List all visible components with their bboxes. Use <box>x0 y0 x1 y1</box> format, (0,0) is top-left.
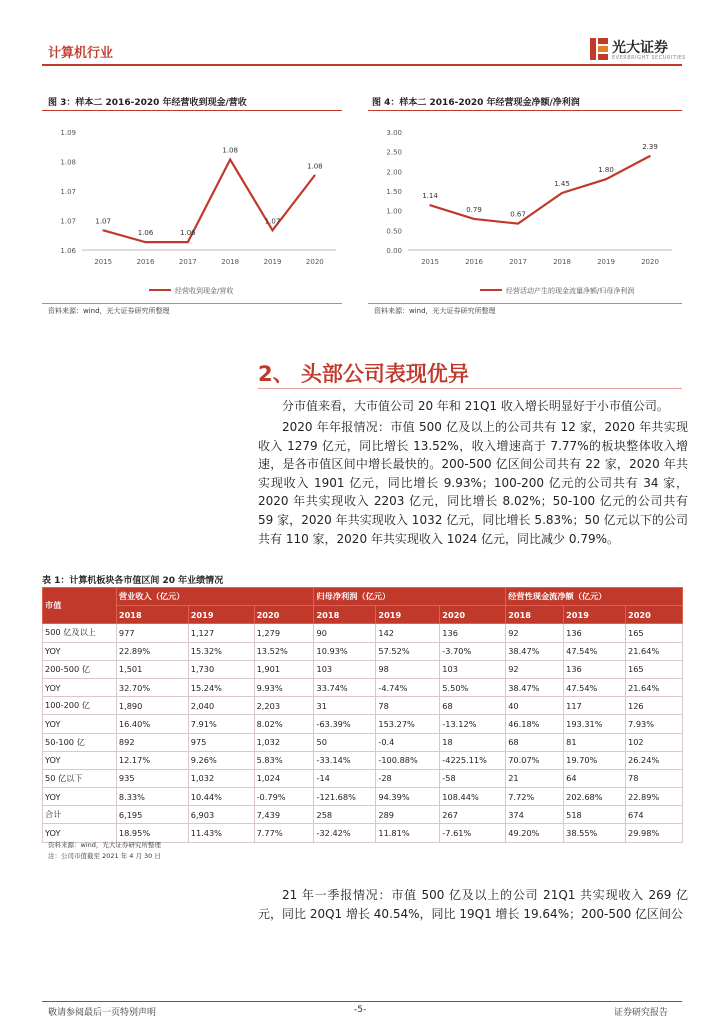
table-row <box>43 769 683 787</box>
data-point <box>517 223 519 225</box>
paragraph-overview: 分市值来看，大市值公司 20 年和 21Q1 收入增长明显好于小市值公司。 <box>282 399 669 413</box>
data-point <box>649 155 651 157</box>
table-cell: -3.70% <box>440 642 506 660</box>
table-row <box>43 806 683 824</box>
table-cell: 7.91% <box>188 715 254 733</box>
table-cell: 33.74% <box>314 678 376 696</box>
y-tick-label: 3.00 <box>386 129 402 137</box>
y-tick-label: 1.50 <box>386 188 402 196</box>
section-heading: 2、 头部公司表现优异 <box>258 362 469 386</box>
table-row <box>43 624 683 642</box>
x-tick-label: 2019 <box>263 258 282 266</box>
y-tick-label: 0.50 <box>386 227 402 236</box>
brand-subtitle: EVERBRIGHT SECURITIES <box>612 55 686 61</box>
table-cell: 5.50% <box>440 678 506 696</box>
header-year: 2020 <box>440 606 506 624</box>
row-label: 50-100 亿 <box>43 733 117 751</box>
table-cell: 9.26% <box>188 751 254 769</box>
table-cell: 90 <box>314 624 376 642</box>
table-cell: 977 <box>116 624 188 642</box>
header-year: 2018 <box>506 606 564 624</box>
section-heading-rule <box>258 388 682 389</box>
table-cell: 12.17% <box>116 751 188 769</box>
table-cell: -100.88% <box>376 751 440 769</box>
paragraph-2020-annual <box>258 418 688 548</box>
table-cell: 21.64% <box>626 678 683 696</box>
table-cell: 136 <box>440 624 506 642</box>
x-tick-label: 2015 <box>421 258 439 266</box>
fig4-title: 图 4：样本二 2016-2020 年经营现金净额/净利润 <box>372 98 580 108</box>
data-label: 1.07 <box>95 217 111 226</box>
y-tick-label: 1.09 <box>60 129 76 137</box>
x-tick-label: 2020 <box>305 258 324 266</box>
x-tick-label: 2020 <box>641 258 659 266</box>
row-label: 200-500 亿 <box>43 660 117 678</box>
table-cell: 142 <box>376 624 440 642</box>
table-cell: 1,032 <box>254 733 314 751</box>
footer-disclaimer: 敬请参阅最后一页特别声明 <box>48 1008 157 1018</box>
table-cell: 117 <box>564 697 626 715</box>
paragraph-body: 市值 500 亿及以上的公司共有 12 家，2020 年共实现收入 1279 亿元，同比增长 13.52%，收入增速高于 7.77%的板块整体收入增速，是各市值区间中增长最快的。200-500 亿区间公司共有 22 家，2020 年共实现收入 1901 亿元，同比增长 9.93%；100-200 亿元的公司共有 34 家，2020 年共实现收入 2203 亿元，同比增长 8.02%；50-100 亿元的公司共有 59 家，2020 年共实现收入 1032 亿元，同比增长 5.83%；50 亿元以下的公司共有 110 家，2020 年共实现收入 1024 亿元，同比减少 0.79%。 <box>258 420 688 546</box>
table-cell: 9.93% <box>254 678 314 696</box>
table-cell: 7.77% <box>254 824 314 842</box>
header-year: 2018 <box>116 606 188 624</box>
market-cap-table <box>42 587 683 843</box>
legend-label: 经营收到现金/营收 <box>175 287 234 295</box>
header-year: 2019 <box>564 606 626 624</box>
table-cell: 2,040 <box>188 697 254 715</box>
table-cell: 136 <box>564 660 626 678</box>
table-cell: 11.81% <box>376 824 440 842</box>
paragraph-body: 市值 500 亿及以上的公司 21Q1 共实现收入 269 亿元，同比 20Q1 增长 40.54%，同比 19Q1 增长 19.64%；200-500 亿区间公 <box>258 888 689 921</box>
data-label: 2.39 <box>642 142 658 151</box>
table-cell: 7.93% <box>626 715 683 733</box>
header-group-cashflow: 经营性现金流净额（亿元） <box>506 588 683 606</box>
table-row <box>43 733 683 751</box>
series-line <box>103 160 315 243</box>
table-cell: 38.47% <box>506 642 564 660</box>
table-cell: -7.61% <box>440 824 506 842</box>
y-tick-label: 1.06 <box>60 247 76 255</box>
table-cell: 92 <box>506 660 564 678</box>
table-cell: 6,903 <box>188 806 254 824</box>
footer-report-type: 证券研究报告 <box>614 1008 669 1018</box>
x-tick-label: 2018 <box>553 258 571 266</box>
table-cell: 38.55% <box>564 824 626 842</box>
data-point <box>102 230 104 232</box>
table-cell: 18.95% <box>116 824 188 842</box>
table-cell: 1,127 <box>188 624 254 642</box>
x-tick-label: 2016 <box>136 258 155 266</box>
table-cell: 94.39% <box>376 788 440 806</box>
table-cell: 8.33% <box>116 788 188 806</box>
data-point <box>229 159 231 161</box>
table-cell: 165 <box>626 660 683 678</box>
header-year: 2019 <box>188 606 254 624</box>
fig4-chart <box>368 114 682 304</box>
x-tick-label: 2016 <box>465 258 483 266</box>
fig4-title-rule <box>368 110 682 111</box>
x-tick-label: 2017 <box>509 258 527 266</box>
row-label: YOY <box>43 788 117 806</box>
table-cell: 92 <box>506 624 564 642</box>
table-cell: 26.24% <box>626 751 683 769</box>
table-cell: 267 <box>440 806 506 824</box>
data-label: 1.14 <box>422 192 438 201</box>
table-cell: 193.31% <box>564 715 626 733</box>
table-cell: 136 <box>564 624 626 642</box>
data-label: 0.67 <box>510 210 526 219</box>
y-tick-label: 2.50 <box>386 148 402 157</box>
fig4-source: 资料来源：wind，光大证券研究所整理 <box>374 307 496 315</box>
fig4-source-rule <box>368 303 682 304</box>
table-cell: 1,024 <box>254 769 314 787</box>
table-row <box>43 678 683 696</box>
table-cell: 19.70% <box>564 751 626 769</box>
table-cell: 1,279 <box>254 624 314 642</box>
table-cell: 78 <box>376 697 440 715</box>
table-cell: 518 <box>564 806 626 824</box>
table-cell: 21.64% <box>626 642 683 660</box>
table-cell: 21 <box>506 769 564 787</box>
table-cell: 10.44% <box>188 788 254 806</box>
fig3-title-rule <box>42 110 342 111</box>
paragraph-lead: 21 年一季报情况： <box>282 888 392 902</box>
data-point <box>145 241 147 243</box>
table-cell: 68 <box>506 733 564 751</box>
data-point <box>187 241 189 243</box>
header-group-net-profit: 归母净利润（亿元） <box>314 588 506 606</box>
row-label: YOY <box>43 751 117 769</box>
table-cell: -121.68% <box>314 788 376 806</box>
table-cell: 674 <box>626 806 683 824</box>
table-cell: 40 <box>506 697 564 715</box>
header-year: 2019 <box>376 606 440 624</box>
table-cell: 29.98% <box>626 824 683 842</box>
table-cell: -63.39% <box>314 715 376 733</box>
table-cell: -58 <box>440 769 506 787</box>
data-label: 1.08 <box>222 146 238 155</box>
table-cell: 1,730 <box>188 660 254 678</box>
table-cell: 47.54% <box>564 642 626 660</box>
table-row <box>43 715 683 733</box>
row-label: 50 亿以下 <box>43 769 117 787</box>
table-cell: 15.32% <box>188 642 254 660</box>
row-label: YOY <box>43 642 117 660</box>
footer-divider <box>42 1001 682 1002</box>
y-tick-label: 1.08 <box>60 158 76 167</box>
table-cell: 68 <box>440 697 506 715</box>
table-row <box>43 751 683 769</box>
fig3-source-rule <box>42 303 342 304</box>
brand-name: 光大证券 <box>612 40 668 56</box>
table-cell: -28 <box>376 769 440 787</box>
row-label: YOY <box>43 824 117 842</box>
brand-logo-icon <box>588 36 610 62</box>
table-cell: 10.93% <box>314 642 376 660</box>
header-market-cap: 市值 <box>43 588 117 624</box>
table-cell: 102 <box>626 733 683 751</box>
x-tick-label: 2018 <box>221 258 240 266</box>
table-cell: 46.18% <box>506 715 564 733</box>
table-cell: 108.44% <box>440 788 506 806</box>
table-cell: -4.74% <box>376 678 440 696</box>
table-cell: 16.40% <box>116 715 188 733</box>
table-cell: 38.47% <box>506 678 564 696</box>
data-point <box>473 218 475 220</box>
table-cell: 1,032 <box>188 769 254 787</box>
table-row <box>43 660 683 678</box>
x-tick-label: 2015 <box>94 258 113 266</box>
table-cell: -14 <box>314 769 376 787</box>
table-cell: 103 <box>314 660 376 678</box>
legend-label: 经营活动产生的现金流量净额/归母净利润 <box>506 287 635 295</box>
table-cell: 289 <box>376 806 440 824</box>
table-cell: 1,890 <box>116 697 188 715</box>
fig3-title: 图 3：样本二 2016-2020 年经营收到现金/营收 <box>48 98 247 108</box>
data-label: 0.79 <box>466 205 482 214</box>
header-section-title: 计算机行业 <box>48 46 114 61</box>
y-tick-label: 0.00 <box>386 247 402 255</box>
table-cell: 70.07% <box>506 751 564 769</box>
data-point <box>314 174 316 176</box>
table-cell: 6,195 <box>116 806 188 824</box>
table-cell: -13.12% <box>440 715 506 733</box>
table-cell: -0.4 <box>376 733 440 751</box>
table-cell: 258 <box>314 806 376 824</box>
data-label: 1.07 <box>264 217 281 226</box>
header-year: 2018 <box>314 606 376 624</box>
data-label: 1.45 <box>554 179 570 188</box>
x-tick-label: 2017 <box>178 258 197 266</box>
data-point <box>561 192 563 194</box>
fig3-chart <box>42 114 342 304</box>
header-divider <box>42 64 682 66</box>
paragraph-lead: 2020 年年报情况： <box>282 420 391 434</box>
table-cell: -32.42% <box>314 824 376 842</box>
header-year: 2020 <box>254 606 314 624</box>
table-row <box>43 788 683 806</box>
table-cell: 15.24% <box>188 678 254 696</box>
table-cell: 1,901 <box>254 660 314 678</box>
row-label: 100-200 亿 <box>43 697 117 715</box>
table-cell: 50 <box>314 733 376 751</box>
table-cell: 22.89% <box>116 642 188 660</box>
data-point <box>272 230 274 232</box>
table-cell: 47.54% <box>564 678 626 696</box>
table-cell: 57.52% <box>376 642 440 660</box>
fig3-source: 资料来源：wind，光大证券研究所整理 <box>48 307 170 315</box>
table-cell: 32.70% <box>116 678 188 696</box>
table-cell: 975 <box>188 733 254 751</box>
row-label: 500 亿及以上 <box>43 624 117 642</box>
table-cell: 31 <box>314 697 376 715</box>
y-tick-label: 1.07 <box>60 188 76 196</box>
table-cell: 8.02% <box>254 715 314 733</box>
data-label: 1.06 <box>180 229 196 238</box>
data-point <box>429 204 431 206</box>
table-cell: 13.52% <box>254 642 314 660</box>
table-cell: 374 <box>506 806 564 824</box>
table-cell: 98 <box>376 660 440 678</box>
data-label: 1.08 <box>307 162 323 171</box>
table-cell: 5.83% <box>254 751 314 769</box>
table-cell: 49.20% <box>506 824 564 842</box>
header-year: 2020 <box>626 606 683 624</box>
data-label: 1.80 <box>598 166 614 175</box>
row-label: YOY <box>43 715 117 733</box>
table-cell: -33.14% <box>314 751 376 769</box>
table-row <box>43 642 683 660</box>
table-cell: 935 <box>116 769 188 787</box>
table-cell: 22.89% <box>626 788 683 806</box>
table-cell: 18 <box>440 733 506 751</box>
table-cell: 11.43% <box>188 824 254 842</box>
table-cell: -4225.11% <box>440 751 506 769</box>
table-cell: 81 <box>564 733 626 751</box>
table-cell: 1,501 <box>116 660 188 678</box>
table-row <box>43 697 683 715</box>
table-cell: 892 <box>116 733 188 751</box>
table-cell: 103 <box>440 660 506 678</box>
table-cell: 2,203 <box>254 697 314 715</box>
y-tick-label: 1.07 <box>60 217 76 226</box>
header-group-revenue: 营业收入（亿元） <box>116 588 314 606</box>
table-cell: 78 <box>626 769 683 787</box>
row-label: YOY <box>43 678 117 696</box>
y-tick-label: 2.00 <box>386 168 402 177</box>
table-source: 资料来源：wind，光大证券研究所整理 <box>48 841 161 849</box>
table-note: 注：公司市值截至 2021 年 4 月 30 日 <box>48 852 161 860</box>
table-cell: -0.79% <box>254 788 314 806</box>
table-cell: 7,439 <box>254 806 314 824</box>
table-cell: 64 <box>564 769 626 787</box>
paragraph-q1-2021 <box>258 886 688 923</box>
row-label: 合计 <box>43 806 117 824</box>
data-label: 1.06 <box>137 229 154 238</box>
table-cell: 153.27% <box>376 715 440 733</box>
table-cell: 7.72% <box>506 788 564 806</box>
x-tick-label: 2019 <box>597 258 615 266</box>
series-line <box>430 156 650 224</box>
table-cell: 165 <box>626 624 683 642</box>
data-point <box>605 178 607 180</box>
y-tick-label: 1.00 <box>386 207 402 216</box>
table-cell: 126 <box>626 697 683 715</box>
page-number: -5- <box>354 1005 367 1015</box>
table-title: 表 1：计算机板块各市值区间 20 年业绩情况 <box>42 576 224 586</box>
table-cell: 202.68% <box>564 788 626 806</box>
